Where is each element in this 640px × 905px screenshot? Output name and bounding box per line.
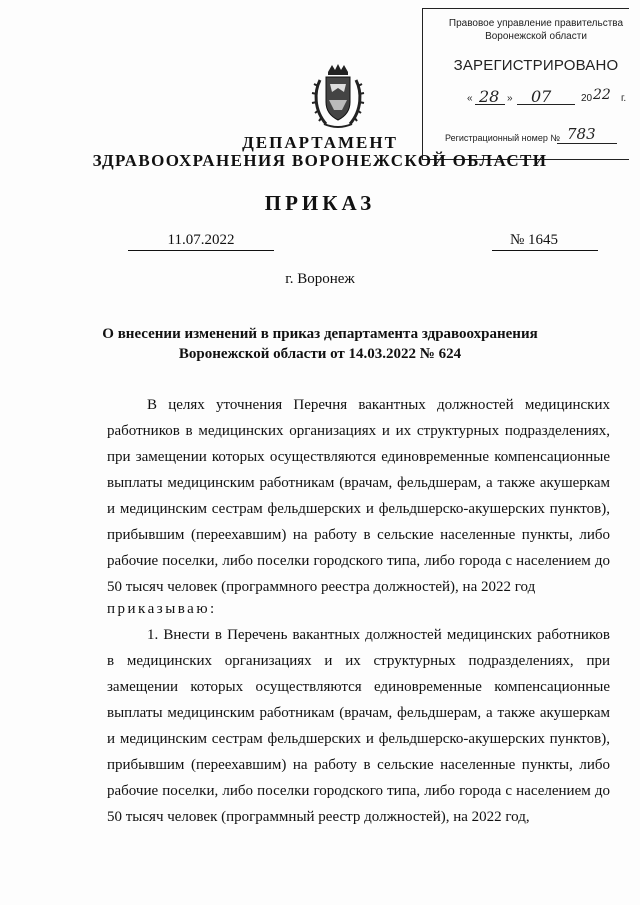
stamp-authority-line2: Воронежской области <box>485 31 587 42</box>
department-heading: ДЕПАРТАМЕНТ <box>242 133 398 152</box>
stamp-reg-number: 783 <box>567 125 596 143</box>
order-number: № 1645 <box>510 232 559 248</box>
stamp-year-prefix: 20 <box>581 93 593 104</box>
order-word: приказываю: <box>107 601 217 617</box>
stamp-year-suffix: 22 <box>593 87 611 103</box>
city-line: г. Воронеж <box>285 271 355 287</box>
stamp-date: « 28 » 07 20 22 г. <box>467 87 627 106</box>
coat-of-arms-icon <box>310 62 366 132</box>
department-full-name: ЗДРАВООХРАНЕНИЯ ВОРОНЕЖСКОЙ ОБЛАСТИ <box>92 151 548 170</box>
preamble-paragraph: В целях уточнения Перечня вакантных должностей медицинских работников в медицинских организациях и их структурных подразделениях, при замещении которых осуществляются единовременные компенсационные выплаты медицинским работникам (врачам, фельдшерам, а также акушеркам и медицинским сестрам фельдшерских и фельдшерско-акушерских пунктов), прибывшим (переехавшим) на работу в сельские населенные пункты, либо рабочие поселки, либо поселки городского типа, либо города с населением до 50 тысяч человек (программного реестра должностей), на 2022 год <box>107 397 610 595</box>
stamp-month: 07 <box>531 87 552 106</box>
document-type-title: ПРИКАЗ <box>264 191 376 215</box>
order-subject: О внесении изменений в приказ департамента здравоохранения Воронежской области от 14.03.2022 № 624 <box>102 326 538 362</box>
order-date: 11.07.2022 <box>128 232 274 251</box>
stamp-authority-line1: Правовое управление правительства <box>448 18 624 29</box>
order-number-field <box>492 232 598 251</box>
stamp-registered-label: ЗАРЕГИСТРИРОВАНО <box>453 57 619 74</box>
stamp-reg-label: Регистрационный номер № <box>445 133 561 143</box>
stamp-day: 28 <box>479 87 500 106</box>
clause-1-paragraph: 1. Внести в Перечень вакантных должностей медицинских работников в медицинских организациях и их структурных подразделениях, при замещении которых осуществляются единовременные компенсационные выплаты медицинским работникам (врачам, фельдшерам, а также акушеркам и медицинским сестрам фельдшерских и фельдшерско-акушерских пунктов), прибывшим (переехавшим) на работу в сельские населенные пункты, либо рабочие поселки, либо поселки городского типа, либо города с населением до 50 тысяч человек (программный реестр должностей), на 2022 год, <box>107 627 610 825</box>
